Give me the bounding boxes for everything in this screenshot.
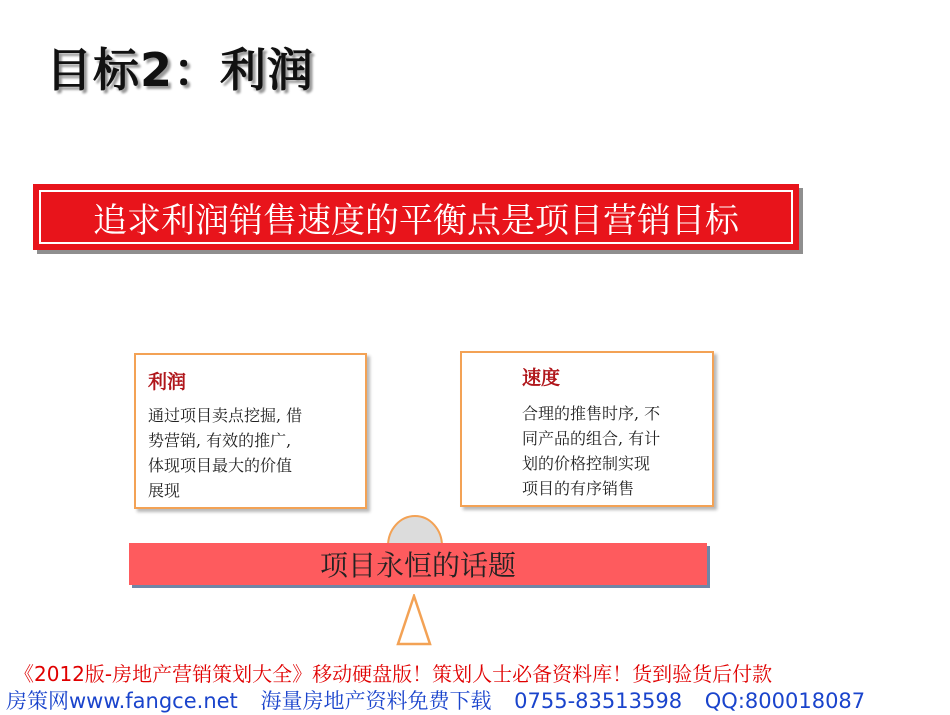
profit-card-title: 利润	[148, 371, 187, 393]
goal-banner	[33, 184, 799, 250]
profit-card-body: 通过项目卖点挖掘, 借 势营销, 有效的推广, 体现项目最大的价值 展现	[148, 406, 303, 500]
profit-card	[134, 353, 367, 509]
promo-qq: QQ:800018087	[704, 689, 866, 713]
promo-slogan: 海量房地产资料免费下载	[260, 689, 492, 713]
balance-dome-shape	[387, 505, 443, 547]
banner-frame	[39, 190, 793, 244]
fulcrum-triangle	[396, 594, 432, 646]
promo-text: 《2012版-房地产营销策划大全》移动硬盘版！策划人士必备资料库！货到验货后付款	[14, 662, 773, 686]
beam-label: 项目永恒的话题	[319, 549, 516, 582]
speed-card-title: 速度	[522, 367, 561, 389]
speed-card-body: 合理的推售时序, 不 同产品的组合, 有计 划的价格控制实现 项目的有序销售	[522, 404, 661, 498]
promo-phone: 0755-83513598	[514, 689, 683, 713]
promo-contact-line	[6, 685, 881, 715]
speed-card	[460, 351, 714, 507]
slide-title: 目标2：利润	[46, 43, 315, 97]
balance-beam	[129, 543, 707, 585]
promo-site-link[interactable]: 房策网www.fangce.net	[6, 689, 238, 713]
banner-text: 追求利润销售速度的平衡点是项目营销目标	[93, 200, 739, 241]
